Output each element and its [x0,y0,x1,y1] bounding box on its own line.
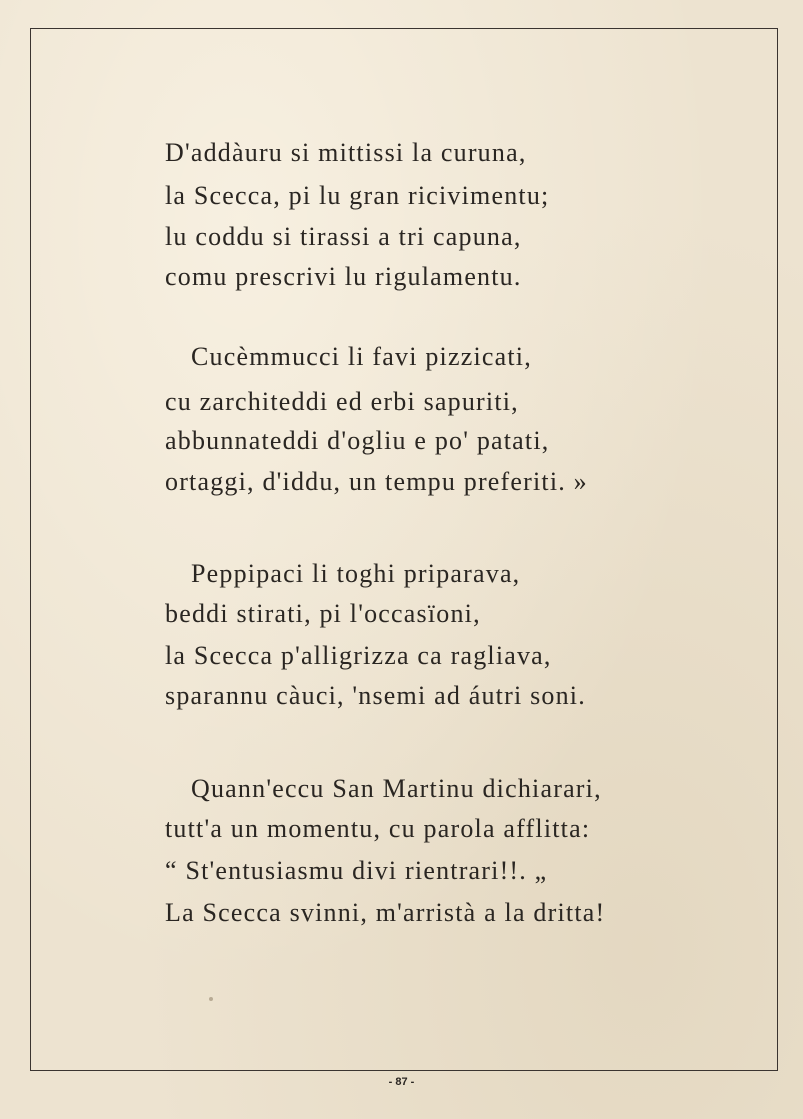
poem-line: Cucèmmucci li favi pizzicati, [191,342,532,371]
poem-line: lu coddu si tirassi a tri capuna, [165,222,522,251]
paper-speck [209,997,213,1001]
page-number: - 87 - [388,1076,415,1088]
poem-line: D'addàuru si mittissi la curuna, [165,138,527,167]
poem-line: cu zarchiteddi ed erbi sapuriti, [165,387,519,416]
poem-line: beddi stirati, pi l'occasïoni, [165,599,481,628]
poem-line: la Scecca p'alligrizza ca ragliava, [165,641,552,670]
poem-line: ortaggi, d'iddu, un tempu preferiti. » [165,467,588,496]
poem-line: tutt'a un momentu, cu parola afflitta: [165,814,591,843]
poem-line: Quann'eccu San Martinu dichiarari, [191,774,602,803]
poem-line: “ St'entusiasmu divi rientrari!!. „ [165,856,548,885]
poem-line: la Scecca, pi lu gran ricivimentu; [165,181,550,210]
poem-line: La Scecca svinni, m'arristà a la dritta! [165,898,606,927]
poem-line: comu prescrivi lu rigulamentu. [165,262,522,291]
poem-line: sparannu càuci, 'nsemi ad áutri soni. [165,681,586,710]
poem-line: abbunnateddi d'ogliu e po' patati, [165,426,550,455]
poem-line: Peppipaci li toghi priparava, [191,559,521,588]
